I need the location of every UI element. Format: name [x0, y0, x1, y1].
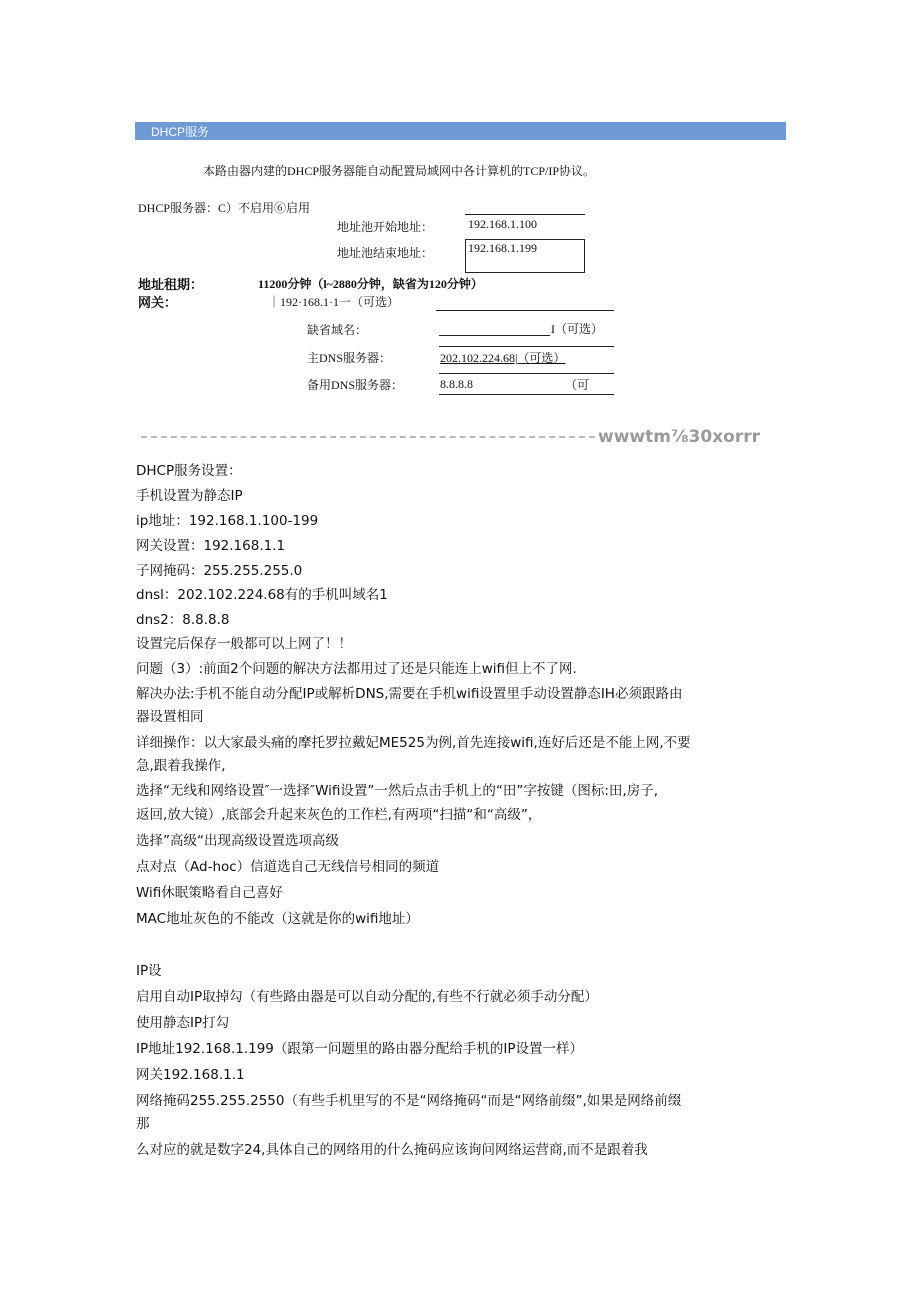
watermark: wwwtm⅞30xorrr [598, 427, 761, 447]
body-line: dnsl：202.102.224.68有的手机叫域名1 [136, 587, 388, 603]
body-line: 网关设置：192.168.1.1 [136, 538, 286, 554]
lease-label: 地址租期： [138, 278, 204, 293]
body-line: 点对点（Ad-hoc）信道选自己无线信号相同的频道 [136, 859, 440, 875]
body-line: 选择“无线和网络设置″一选择″Wifi设置”一然后点击手机上的“田”字按键（图标:田,房子, [136, 783, 658, 799]
body-line: 手机设置为静态IP [136, 488, 243, 504]
pool-end-label: 地址池结束地址： [337, 246, 434, 260]
dns2-input[interactable]: 8.8.8.8 [440, 377, 473, 391]
gateway-input[interactable]: ｜192·168.1·1一（可选） [268, 295, 399, 309]
dashed-separator [141, 436, 595, 438]
dns1-label: 主DNS服务器： [307, 351, 392, 365]
dns1-bottom-line [439, 373, 614, 374]
pool-end-input[interactable]: 192.168.1.199 [468, 241, 537, 255]
pool-start-top-line [465, 214, 585, 215]
section-header-title: DHCP服务 [151, 125, 210, 139]
dns1-input[interactable]: 202.102.224.68|（可选） [440, 351, 566, 365]
body-line: 网络掩码255.255.2550（有些手机里写的不是“网络掩码“而是“网络前缀”,如果是网络前缀 [136, 1093, 682, 1109]
intro-text: 本路由器内建的DHCP服务器能自动配置局域网中各计算机的TCP/IP协议。 [203, 164, 596, 178]
body-line: 启用自动IP取掉勾（有些路由器是可以自动分配的,有些不行就必须手动分配） [136, 989, 598, 1005]
body-line: 选择”高级“出现高级设置选项高级 [136, 833, 339, 849]
body-line: 返回,放大镜）,底部会升起来灰色的工作栏,有两项“扫描“和“高级”， [136, 807, 542, 823]
body-line: 那 [136, 1116, 150, 1132]
body-line: 子网掩码：255.255.255.0 [136, 563, 303, 579]
body-line: 详细操作：以大家最头痛的摩托罗拉戴妃ME525为例,首先连接wifi,连好后还是不能上网,不要 [136, 735, 691, 751]
body-line: 急,跟着我操作, [136, 758, 226, 774]
body-line: 使用静态IP打勾 [136, 1015, 230, 1031]
body-line: MAC地址灰色的不能改（这就是你的wifi地址） [136, 911, 419, 927]
dns2-label: 备用DNS服务器： [307, 378, 404, 392]
lease-value[interactable]: 11200分钟（l~2880分钟，缺省为120分钟） [258, 277, 483, 291]
body-line: ip地址：192.168.1.100-199 [136, 513, 319, 529]
body-line: 设置完后保存一般都可以上网了！！ [136, 636, 352, 652]
body-line: 解决办法:手机不能自动分配IP或解析DNS,需要在手机wifi设置里手动设置静态IH必须跟路由 [136, 686, 683, 702]
pool-start-label: 地址池开始地址： [337, 220, 434, 234]
body-line: IP地址192.168.1.199（跟第一问题里的路由器分配给手机的IP设置一样） [136, 1041, 584, 1057]
domain-label: 缺省域名： [307, 323, 368, 337]
domain-bottom-line [439, 346, 614, 347]
gateway-label: 网关： [138, 296, 178, 311]
body-line: IP设 [136, 963, 162, 979]
dns2-bottom-line [439, 394, 614, 395]
domain-input[interactable] [439, 335, 550, 336]
body-line: Wifi休眠策略看自己喜好 [136, 885, 283, 901]
pool-start-input[interactable]: 192.168.1.100 [468, 217, 537, 231]
body-line: 器设置相同 [136, 709, 204, 725]
body-line: DHCP服务设置： [136, 463, 242, 479]
gateway-underline [436, 310, 614, 311]
body-line: 问题（3）:前面2个问题的解决方法都用过了还是只能连上wifi但上不了网. [136, 661, 577, 677]
body-line: 么对应的就是数字24,具体自己的网络用的什么掩码应该询问网络运营商,而不是跟着我 [136, 1142, 648, 1158]
section-header-bar [135, 122, 786, 140]
domain-optional: I（可选） [551, 322, 603, 336]
dhcp-server-toggle[interactable]: DHCP服务器：C）不启用⑥启用 [138, 201, 311, 215]
dns2-optional: （可 [565, 378, 590, 392]
body-line: dns2：8.8.8.8 [136, 612, 230, 628]
body-line: 网关192.168.1.1 [136, 1067, 245, 1083]
